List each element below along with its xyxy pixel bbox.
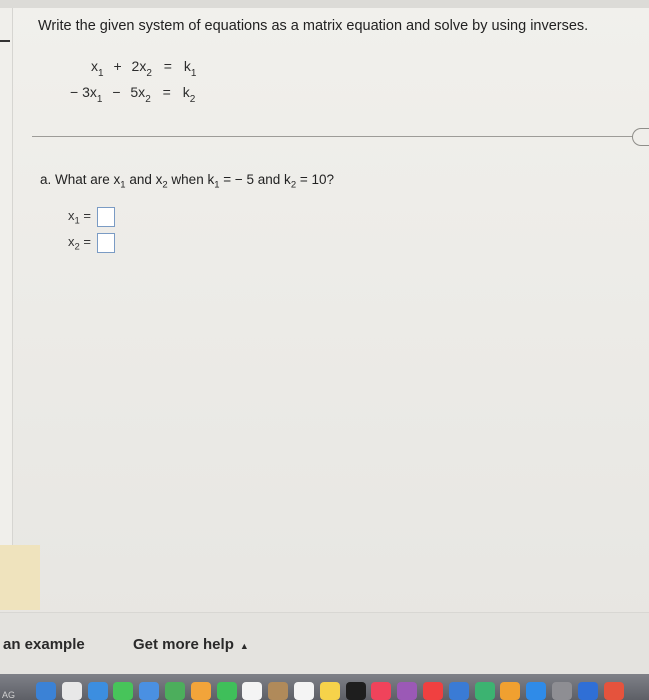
pages-icon[interactable] (500, 682, 520, 700)
contacts-icon[interactable] (268, 682, 288, 700)
equation-1 (91, 58, 196, 78)
eq2-term1: − $3x_1$ (70, 84, 103, 105)
calendar-icon[interactable] (242, 682, 262, 700)
answer-x1-input[interactable] (97, 207, 115, 227)
eq1-term2: $2x_2$ (131, 58, 152, 79)
finder-icon[interactable] (36, 682, 56, 700)
equation-2 (70, 84, 195, 104)
get-more-help-button[interactable]: Get more help ▲ (133, 636, 249, 653)
photos-icon[interactable] (191, 682, 211, 700)
answer-row-x1 (68, 207, 115, 227)
podcasts-icon[interactable] (397, 682, 417, 700)
music-icon[interactable] (371, 682, 391, 700)
safari-icon[interactable] (88, 682, 108, 700)
keynote-icon[interactable] (449, 682, 469, 700)
answer-x2-input[interactable] (97, 233, 115, 253)
part-a-question: a. What are $x_1$ and $x_2$ when $k_1$ = − 5 and $k_2 = 10$? (40, 172, 335, 191)
eq1-equals: = (163, 58, 172, 74)
eq2-term2: $5x_2$ (130, 84, 151, 105)
section-divider (32, 136, 644, 137)
facetime-icon[interactable] (217, 682, 237, 700)
reminders-icon[interactable] (294, 682, 314, 700)
answer-row-x2 (68, 233, 115, 253)
tv-icon[interactable] (346, 682, 366, 700)
collapse-handle[interactable] (632, 128, 649, 146)
caret-up-icon: ▲ (239, 641, 249, 651)
mail-icon[interactable] (139, 682, 159, 700)
settings-icon[interactable] (552, 682, 572, 700)
eq1-rhs: $k_1$ (183, 58, 197, 79)
eq2-equals: = (162, 84, 171, 100)
bottom-toolbar (0, 612, 649, 675)
left-panel (0, 8, 13, 608)
top-strip (0, 0, 649, 8)
news-icon[interactable] (423, 682, 443, 700)
eq1-term1: $x_1$ (91, 58, 104, 79)
eq1-operator: + (113, 58, 122, 74)
numbers-icon[interactable] (475, 682, 495, 700)
view-example-link[interactable]: an example (3, 636, 85, 653)
launchpad-icon[interactable] (62, 682, 82, 700)
notes-icon[interactable] (320, 682, 340, 700)
answer-x1-label: $x_1$ = (68, 208, 92, 228)
eq2-operator: − (112, 84, 121, 100)
eq2-rhs: $k_2$ (182, 84, 196, 105)
answer-x2-label: $x_2$ = (68, 234, 92, 254)
maps-icon[interactable] (165, 682, 185, 700)
preview-icon[interactable] (578, 682, 598, 700)
app-store-icon[interactable] (526, 682, 546, 700)
chrome-icon[interactable] (604, 682, 624, 700)
dock-left-label: AG (2, 690, 16, 700)
problem-title: Write the given system of equations as a matrix equation and solve by using inverses. (38, 18, 589, 34)
left-panel-dash (0, 40, 10, 42)
messages-icon[interactable] (113, 682, 133, 700)
left-panel-highlight (0, 545, 40, 610)
